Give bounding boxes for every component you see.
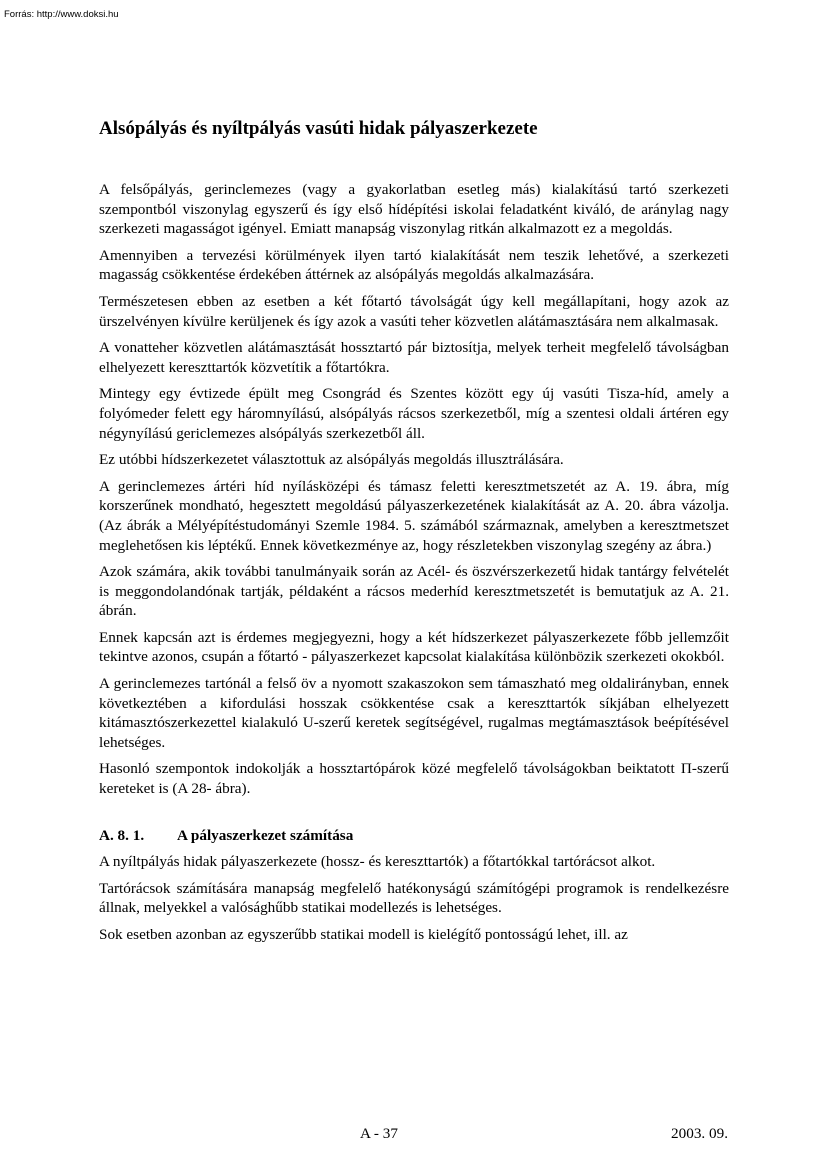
paragraph: Sok esetben azonban az egyszerűbb statikai modell is kielégítő pontosságú lehet, ill. az (99, 926, 628, 943)
source-url: Forrás: http://www.doksi.hu (4, 9, 119, 20)
footer-date: 2003. 09. (671, 1125, 728, 1142)
paragraph: Amennyiben a tervezési körülmények ilyen tartó kialakítását nem teszik lehetővé, a szerkezeti magasság csökkentése érdekében áttérnek az alsópályás megoldás alkalmazására. (99, 246, 729, 284)
paragraph: A vonatteher közvetlen alátámasztását hossztartó pár biztosítja, melyek terheit megfelelő távolságban elhelyezett kereszttartók közvetítik a főtartókra. (99, 339, 729, 376)
document-body (99, 180, 729, 952)
paragraph: Azok számára, akik további tanulmányaik során az Acél- és öszvérszerkezetű hidak tantárgy felvételét is meggondolandónak tartják, példaként a rácsos mederhíd keresztmetszetét is bemutatjuk az A. 21. ábrán. (99, 563, 729, 620)
paragraph: A gerinclemezes tartónál a felső öv a nyomott szakaszokon sem támaszható meg oldalirányban, ennek következtében a kifordulási hosszak csökkentése csak a kereszttartók síkjában elhelyezett kitámasztószerkezettel kialakuló U-szerű keretek segítségével, rugalmas megtámasztások beépítésével lehetséges. (99, 675, 729, 751)
paragraph: Mintegy egy évtizede épült meg Csongrád és Szentes között egy új vasúti Tisza-híd, amely a folyómeder felett egy háromnyílású, alsópályás rácsos szerkezetből, míg a szentesi oldali ártéren egy négynyílású gericlemezes alsópályás szerkezetből áll. (99, 385, 729, 442)
page-title: Alsópályás és nyíltpályás vasúti hidak pályaszerkezete (99, 118, 538, 139)
section-heading (99, 826, 729, 846)
paragraph: Természetesen ebben az esetben a két főtartó távolságát úgy kell megállapítani, hogy azok az ürszelvényen kívülre kerüljenek és így azok a vasúti teher közvetlen alátámasztására nem alkalmasak. (99, 292, 729, 330)
paragraph: Ennek kapcsán azt is érdemes megjegyezni, hogy a két hídszerkezet pályaszerkezete főbb jellemzőit tekintve azonos, csupán a főtartó - pályaszerkezet kapcsolat kialakítása különbözik szerkezeti okokból. (99, 628, 729, 666)
paragraph: Tartórácsok számítására manapság megfelelő hatékonyságú számítógépi programok is rendelkezésre állnak, melyekkel a valósághűbb statikai modellezés is lehetséges. (99, 879, 729, 917)
section-title: A pályaszerkezet számítása (177, 826, 354, 844)
paragraph: Ez utóbbi hídszerkezetet választottuk az alsópályás megoldás illusztrálására. (99, 451, 564, 469)
paragraph: A felsőpályás, gerinclemezes (vagy a gyakorlatban esetleg más) kialakítású tartó szerkezeti szempontból viszonylag egyszerű és így első hídépítési iskolai feladatként kiváló, de aránylag nagy szerkezeti magasságot igényel. Emiatt manapság viszonylag ritkán alkalmazott ez a megoldás. (99, 181, 729, 238)
paragraph: A nyíltpályás hidak pályaszerkezete (hossz- és kereszttartók) a főtartókkal tartórácsot alkot. (99, 853, 656, 871)
page-number: A - 37 (360, 1125, 398, 1142)
paragraph: A gerinclemezes ártéri híd nyílásközépi és támasz feletti keresztmetszetét az A. 19. ábra, míg korszerűnek mondható, hegesztett megoldású pályaszerkezetének kialakítását az A. 20. ábra vázolja. (Az ábrák a Mélyépítéstudományi Szemle 1984. 5. számából származnak, amelyben a keresztmetszet meglehetősen kis léptékű. Ennek következménye az, hogy részletekben viszonylag szegény az ábra.) (99, 477, 729, 554)
section-number: A. 8. 1. (99, 826, 145, 844)
paragraph: Hasonló szempontok indokolják a hossztartópárok közé megfelelő távolságokban beiktatott Π-szerű kereteket is (A 28- ábra). (99, 760, 729, 798)
